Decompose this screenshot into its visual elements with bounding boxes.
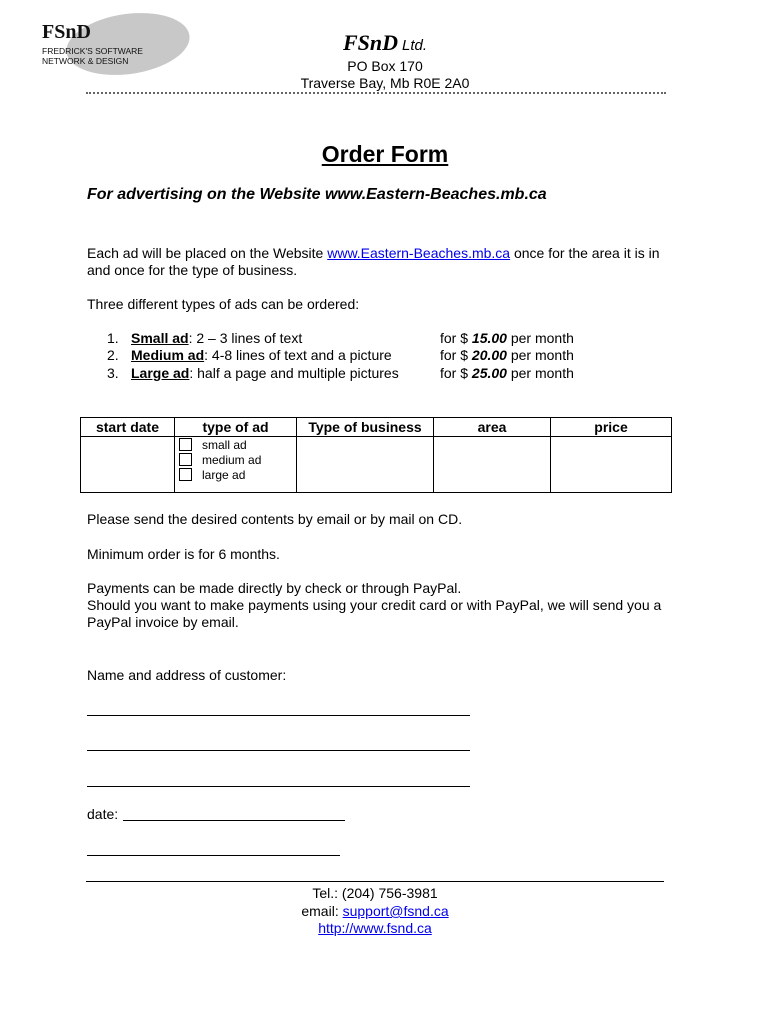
header-price: price — [551, 418, 672, 437]
ad-type-price: for $ 15.00 per month — [440, 330, 574, 346]
ad-type-price-value: 15.00 — [471, 330, 507, 346]
minimum-order-text: Minimum order is for 6 months. — [87, 546, 280, 562]
ad-type-price-value: 20.00 — [471, 347, 507, 363]
footer-phone: Tel.: (204) 756-3981 — [312, 885, 438, 901]
header-type-of-ad: type of ad — [175, 418, 297, 437]
area-cell[interactable] — [434, 437, 551, 493]
ad-type-item — [107, 347, 607, 365]
ad-type-description: : 4-8 lines of text and a picture — [204, 347, 392, 363]
date-label: date: — [87, 806, 119, 822]
page-subtitle: For advertising on the Website www.Eastern-Beaches.mb.ca — [87, 186, 547, 203]
logo-initials: FSnD — [42, 21, 91, 43]
website-link[interactable]: http://www.fsnd.ca — [318, 920, 432, 936]
header-start-date: start date — [81, 418, 175, 437]
payments-text — [87, 580, 677, 631]
footer-divider — [86, 881, 664, 882]
header-area: area — [434, 418, 551, 437]
payments-line-2: Should you want to make payments using your credit card or with PayPal, we will send you a PayPal invoice by email. — [87, 597, 662, 630]
start-date-cell[interactable] — [81, 437, 175, 493]
ad-type-number: 1. — [107, 330, 119, 346]
customer-address-line-1[interactable] — [87, 715, 470, 716]
small-ad-label: small ad — [202, 437, 247, 452]
large-ad-option[interactable] — [175, 467, 296, 482]
table-header-row — [81, 418, 672, 437]
customer-label: Name and address of customer: — [87, 667, 287, 683]
header-divider — [86, 92, 666, 94]
eastern-beaches-link[interactable]: www.Eastern-Beaches.mb.ca — [327, 245, 511, 261]
type-of-ad-cell — [175, 437, 297, 493]
email-link[interactable]: support@fsnd.ca — [342, 903, 449, 919]
company-name — [0, 30, 770, 56]
payments-line-1: Payments can be made directly by check or through PayPal. — [87, 580, 462, 596]
footer-website — [0, 920, 750, 936]
small-ad-option[interactable] — [175, 437, 296, 452]
customer-address-line-3[interactable] — [87, 786, 470, 787]
company-suffix: Ltd. — [402, 37, 428, 54]
order-table — [80, 417, 672, 493]
ad-types-intro: Three different types of ads can be ordered: — [87, 296, 360, 312]
email-label: email: — [301, 903, 343, 919]
ad-type-name: Large ad — [131, 365, 190, 381]
ad-type-price: for $ 25.00 per month — [440, 365, 574, 381]
price-cell[interactable] — [551, 437, 672, 493]
page-title: Order Form — [321, 141, 449, 167]
ad-type-description: : 2 – 3 lines of text — [188, 330, 303, 346]
company-brand: FSnD — [342, 30, 398, 55]
ad-type-price: for $ 20.00 per month — [440, 347, 574, 363]
type-of-business-cell[interactable] — [297, 437, 434, 493]
logo-line1: FREDRICK'S SOFTWARE — [42, 46, 143, 56]
table-row — [81, 437, 672, 493]
footer-email — [0, 903, 750, 919]
logo-line2: NETWORK & DESIGN — [42, 56, 129, 66]
ad-type-description: : half a page and multiple pictures — [189, 365, 399, 381]
intro-text-after: once for the area it is in and once for the type of business. — [87, 245, 660, 278]
send-contents-text: Please send the desired contents by email or by mail on CD. — [87, 511, 463, 527]
header-type-of-business: Type of business — [297, 418, 434, 437]
large-ad-label: large ad — [202, 467, 246, 482]
checkbox-icon[interactable] — [179, 438, 192, 451]
ad-type-number: 2. — [107, 347, 119, 363]
intro-text-before: Each ad will be placed on the Website — [87, 245, 328, 261]
ad-type-item — [107, 365, 607, 383]
intro-paragraph — [87, 245, 677, 279]
address-line-1: PO Box 170 — [347, 58, 423, 74]
date-field[interactable] — [123, 820, 345, 821]
ad-type-number: 3. — [107, 365, 119, 381]
address-line-2: Traverse Bay, Mb R0E 2A0 — [300, 75, 470, 91]
checkbox-icon[interactable] — [179, 468, 192, 481]
medium-ad-option[interactable] — [175, 452, 296, 467]
ad-type-item — [107, 330, 607, 348]
customer-address-line-2[interactable] — [87, 750, 470, 751]
medium-ad-label: medium ad — [202, 452, 262, 467]
checkbox-icon[interactable] — [179, 453, 192, 466]
ad-type-price-value: 25.00 — [471, 365, 507, 381]
ad-type-name: Small ad — [131, 330, 189, 346]
ad-type-name: Medium ad — [131, 347, 205, 363]
signature-line[interactable] — [87, 855, 340, 856]
